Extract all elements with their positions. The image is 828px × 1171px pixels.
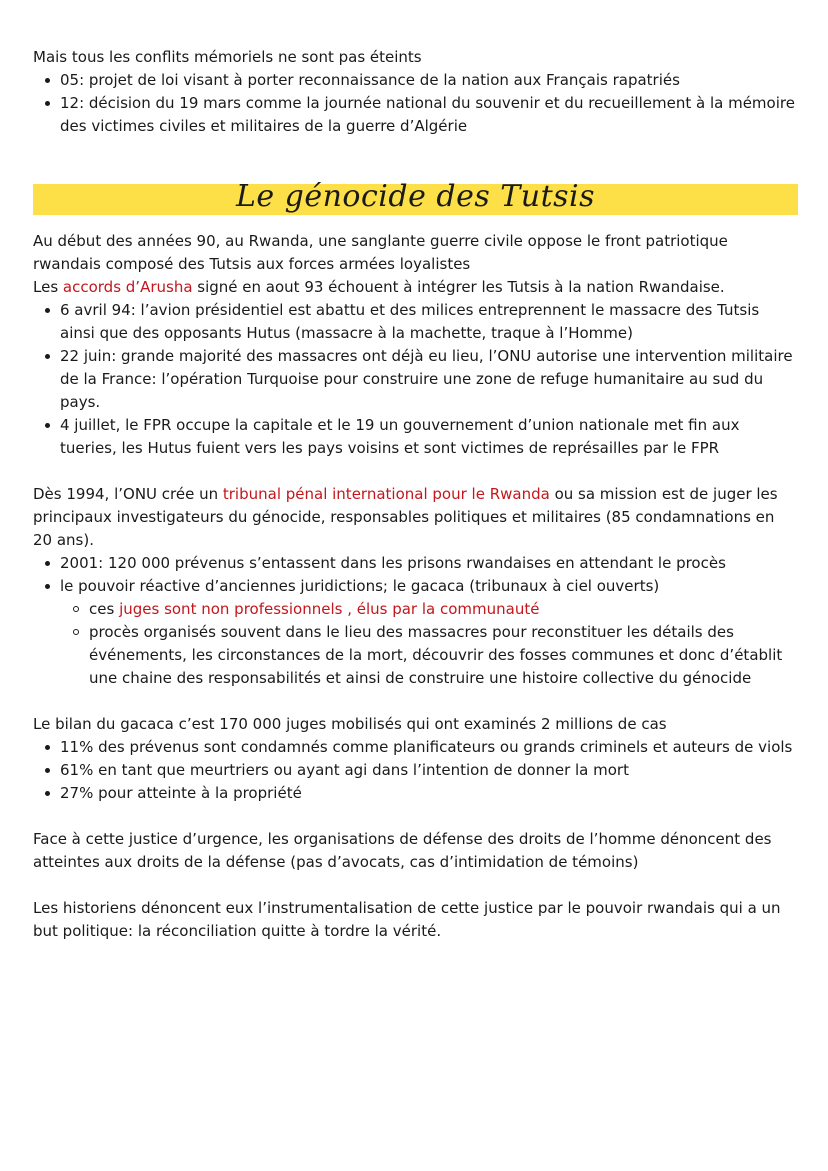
spacer: [33, 805, 798, 828]
tribunal-section: [33, 483, 798, 690]
intro-list: [33, 69, 798, 138]
list-item: 22 juin: grande majorité des massacres ont déjà eu lieu, l’ONU autorise une intervention militaire de la France: l’opération Turquoise pour construire une zone de refuge humanitaire au sud du pays.: [33, 345, 798, 414]
rwanda-list: [33, 299, 798, 460]
list-item: 12: décision du 19 mars comme la journée national du souvenir et du recueillement à la mémoire des victimes civiles et militaires de la guerre d’Algérie: [33, 92, 798, 138]
rwanda-section: [33, 230, 798, 460]
defense-paragraph: Face à cette justice d’urgence, les organisations de défense des droits de l’homme dénoncent des atteintes aux droits de la défense (pas d’avocats, cas d’intimidation de témoins): [33, 830, 772, 871]
sub-list-item: procès organisés souvent dans le lieu des massacres pour reconstituer les détails des événements, les circonstances de la mort, découvrir des fosses communes et donc d’établit une chaine des responsabilités et ainsi de construire une histoire collective du génocide: [60, 621, 798, 690]
section-heading-banner: [33, 179, 798, 215]
arusha-paragraph: Les accords d’Arusha signé en aout 93 échouent à intégrer les Tutsis à la nation Rwandaise.: [33, 278, 725, 296]
spacer: [33, 690, 798, 713]
document-body: [33, 46, 798, 943]
list-item: 2001: 120 000 prévenus s’entassent dans les prisons rwandaises en attendant le procès: [33, 552, 798, 575]
historiens-paragraph: Les historiens dénoncent eux l’instrumentalisation de cette justice par le pouvoir rwandais qui a un but politique: la réconciliation quitte à tordre la vérité.: [33, 899, 781, 940]
sub-list-item: ces juges sont non professionnels , élus par la communauté: [60, 598, 798, 621]
intro-section: [33, 46, 798, 138]
bilan-list: [33, 736, 798, 805]
spacer: [33, 874, 798, 897]
list-item: 05: projet de loi visant à porter reconnaissance de la nation aux Français rapatriés: [33, 69, 798, 92]
intro-lead: Mais tous les conflits mémoriels ne sont pas éteints: [33, 48, 422, 66]
bilan-section: [33, 713, 798, 805]
arusha-highlight: accords d’Arusha: [62, 278, 193, 296]
section-heading: Le génocide des Tutsis: [235, 179, 596, 214]
tribunal-paragraph: Dès 1994, l’ONU crée un tribunal pénal international pour le Rwanda ou sa mission est de juger les principaux investigateurs du génocide, responsables politiques et militaires (85 condamnations en 20 ans).: [33, 485, 778, 549]
list-item: 11% des prévenus sont condamnés comme planificateurs ou grands criminels et auteurs de viols: [33, 736, 798, 759]
bilan-lead: Le bilan du gacaca c’est 170 000 juges mobilisés qui ont examinés 2 millions de cas: [33, 715, 667, 733]
tribunal-highlight: tribunal pénal international pour le Rwanda: [222, 485, 550, 503]
gacaca-sublist: [60, 598, 798, 690]
list-item: 6 avril 94: l’avion présidentiel est abattu et des milices entreprennent le massacre des Tutsis ainsi que des opposants Hutus (massacre à la machette, traque à l’Homme): [33, 299, 798, 345]
rwanda-intro: Au début des années 90, au Rwanda, une sanglante guerre civile oppose le front patriotique rwandais composé des Tutsis aux forces armées loyalistes: [33, 232, 728, 273]
juges-highlight: juges sont non professionnels , élus par la communauté: [119, 600, 540, 618]
list-item: le pouvoir réactive d’anciennes juridictions; le gacaca (tribunaux à ciel ouverts) ces juges sont non professionnels , élus par la communauté procès organisés souvent dans le lieu des massacres pour reconstituer les détails des événements, les circonstances de la mort, découvrir des fosses communes et donc d’établit une chaine des responsabilités et ainsi de construire une histoire collective du génocide: [33, 575, 798, 690]
list-item: 4 juillet, le FPR occupe la capitale et le 19 un gouvernement d’union nationale met fin aux tueries, les Hutus fuient vers les pays voisins et sont victimes de représailles par le FPR: [33, 414, 798, 460]
list-item: 61% en tant que meurtriers ou ayant agi dans l’intention de donner la mort: [33, 759, 798, 782]
list-item: 27% pour atteinte à la propriété: [33, 782, 798, 805]
spacer: [33, 460, 798, 483]
tribunal-list: [33, 552, 798, 690]
